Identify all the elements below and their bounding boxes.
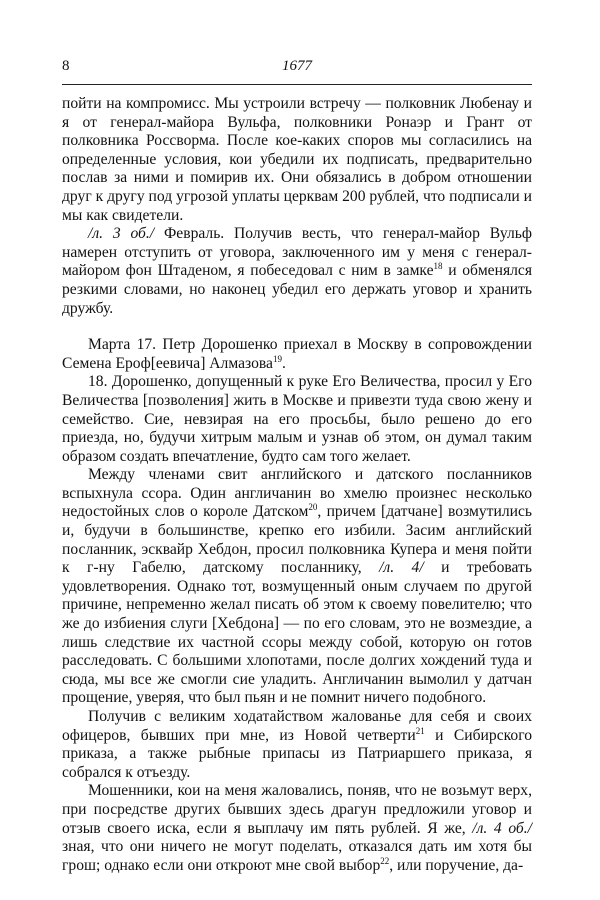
paragraph-p3 — [62, 336, 532, 373]
paragraph-p2 — [62, 225, 532, 318]
paragraph-p1 — [62, 95, 532, 225]
footnote-ref: 19 — [272, 353, 282, 364]
running-title: 1677 — [282, 58, 312, 74]
footnote-ref: 21 — [415, 725, 425, 736]
text-run: , или поручение, да- — [389, 856, 524, 874]
footnote-ref: 20 — [308, 502, 318, 513]
folio-mark: /л. 3 об./ — [88, 225, 155, 243]
footnote-ref: 18 — [433, 261, 443, 272]
text-run: зная, что они ничего не могут поделать, отказался дать им хотя бы грош; однако если они откроют мне свой выбор — [62, 838, 532, 874]
text-run: 18. Дорошенко, допущенный к руке Его Величества, просил у Его Величества [позволения] жить в Москве и привезти туда свою жену и семейство. Сие, невзирая на его просьбы, было решено до его приезда, но, будучи хитрым малым и узнав об этом, он думал таким образом создать впечатление, будто сам того желает. — [62, 373, 532, 465]
text-run: Получив с великим ходатайством жалованье для себя и своих офицеров, бывших при мне, из Новой четверти — [62, 708, 532, 744]
text-run: Между членами свит английского и датского посланников вспыхнула ссора. Один англичанин во хмелю произнес несколько недостойных слов о короле Датском — [62, 466, 532, 521]
footnote-ref: 22 — [380, 855, 390, 866]
text-run: и Сибирского приказа, а также рыбные припасы из Патриаршего приказа, я собрался к отъезду. — [62, 726, 532, 781]
text-run: Марта 17. Петр Дорошенко приехал в Москву в сопровождении Семена Ероф[еевича] Алмазова — [62, 336, 532, 372]
text-run: пойти на компромисс. Мы устроили встречу — полковник Любенау и я от генерал-майора Вульфа, полковники Ронаэр и Грант от полковника Россворма. После кое-каких споров мы согласились на определенные условия, кои убедили их подписать, предварительно послав за ними и помирив их. Они обязались в добром отношении друг к другу под угрозой уплаты церквам 200 рублей, что подписали и мы как свидетели. — [62, 95, 532, 224]
folio-mark: /л. 4/ — [379, 559, 424, 577]
folio-mark: /л. 4 об./ — [472, 819, 532, 837]
text-run: Мошенники, кои на меня жаловались, поняв, что не возьмут верх, при посредстве других бывших здесь драгун предложили уговор и отзыв своего иска, если я выплачу им пять рублей. Я же, — [62, 782, 532, 837]
text-run: и обменялся резкими словами, но наконец убедил его держать уговор и хранить дружбу. — [62, 262, 532, 317]
text-run: Февраль. Получив весть, что генерал-майор Вульф намерен отступить от уговора, заключенного им у меня с генерал-майором фон Штаденом, я побеседовал с ним в замке — [62, 225, 532, 280]
text-run: . — [281, 354, 286, 372]
paragraph-p7 — [62, 782, 532, 875]
paragraph-p5 — [62, 466, 532, 708]
page-number: 8 — [62, 58, 70, 74]
header-rule — [62, 84, 532, 85]
page-body — [62, 95, 532, 875]
text-run: и требовать удовлетворения. Однако тот, возмущенный оным случаем по другой причине, непременно желал писать об этом к своему повелителю; что же до избиения слуги [Хебдона] — по его словам, это не возмездие, а лишь следствие их частной ссоры между собой, которую он готов расследовать. С большими хлопотами, после долгих хождений туда и сюда, мы все же смогли сие уладить. Англичанин вымолил у датчан прощение, уверяя, что был пьян и не помнит ничего подобного. — [62, 559, 532, 707]
text-run: , причем [датчане] возмутились и, будучи в большинстве, крепко его избили. Засим английский посланник, эсквайр Хебдон, просил полковника Купера и меня пойти к г-ну Габелю, датскому посланнику, — [62, 503, 532, 577]
paragraph-p4 — [62, 373, 532, 466]
page-header — [62, 58, 532, 80]
paragraph-p6 — [62, 708, 532, 782]
